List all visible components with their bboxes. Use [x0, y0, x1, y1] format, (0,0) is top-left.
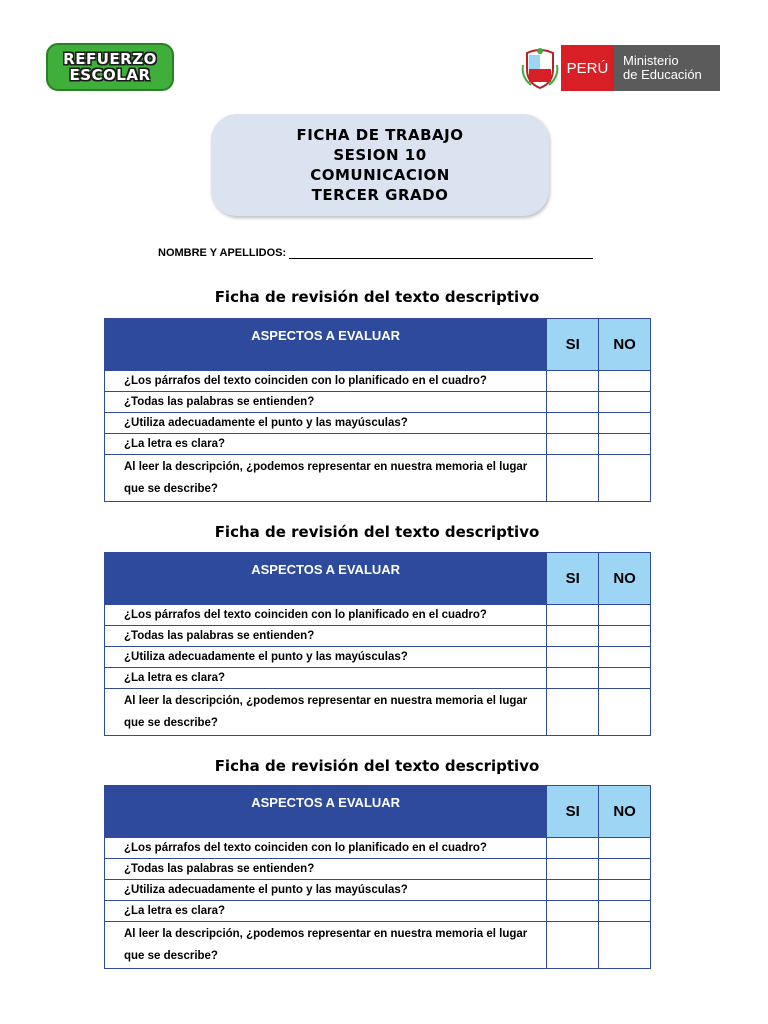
- table-row: [105, 838, 651, 859]
- si-checkbox-cell[interactable]: [547, 838, 599, 859]
- si-header: SI: [547, 319, 599, 371]
- si-checkbox-cell[interactable]: [547, 859, 599, 880]
- criterion: ¿Los párrafos del texto coinciden con lo planificado en el cuadro?: [105, 838, 547, 859]
- logo-line-2: ESCOLAR: [69, 66, 151, 84]
- si-checkbox-cell[interactable]: [547, 689, 599, 736]
- title-line-4: TERCER GRADO: [311, 186, 449, 204]
- table-row: [105, 647, 651, 668]
- name-label: NOMBRE Y APELLIDOS:: [158, 247, 287, 259]
- criterion: ¿La letra es clara?: [105, 668, 547, 689]
- criterion: ¿Utiliza adecuadamente el punto y las mayúsculas?: [105, 413, 547, 434]
- criterion: ¿La letra es clara?: [105, 901, 547, 922]
- no-checkbox-cell[interactable]: [599, 371, 651, 392]
- section-title: Ficha de revisión del texto descriptivo: [214, 288, 540, 306]
- evaluation-table: [104, 785, 651, 969]
- criterion: Al leer la descripción, ¿podemos representar en nuestra memoria el lugar que se describe?: [105, 922, 547, 969]
- si-checkbox-cell[interactable]: [547, 880, 599, 901]
- aspects-header: ASPECTOS A EVALUAR: [105, 553, 547, 605]
- no-checkbox-cell[interactable]: [599, 605, 651, 626]
- ministerio-label: [614, 45, 720, 91]
- table-row: [105, 392, 651, 413]
- refuerzo-escolar-logo: [46, 43, 174, 91]
- section-title: Ficha de revisión del texto descriptivo: [214, 523, 540, 541]
- no-checkbox-cell[interactable]: [599, 922, 651, 969]
- table-row: [105, 668, 651, 689]
- no-checkbox-cell[interactable]: [599, 668, 651, 689]
- criterion: ¿Todas las palabras se entienden?: [105, 626, 547, 647]
- si-header: SI: [547, 786, 599, 838]
- ministerio-line-1: Ministerio: [623, 53, 679, 68]
- table-row: [105, 859, 651, 880]
- table-row: [105, 922, 651, 969]
- criterion: Al leer la descripción, ¿podemos representar en nuestra memoria el lugar que se describe?: [105, 455, 547, 502]
- title-line-1: FICHA DE TRABAJO: [296, 126, 464, 144]
- si-checkbox-cell[interactable]: [547, 392, 599, 413]
- table-row: [105, 901, 651, 922]
- title-line-2: SESION 10: [333, 146, 427, 164]
- si-checkbox-cell[interactable]: [547, 434, 599, 455]
- criterion: ¿Utiliza adecuadamente el punto y las mayúsculas?: [105, 647, 547, 668]
- criterion: ¿La letra es clara?: [105, 434, 547, 455]
- si-checkbox-cell[interactable]: [547, 413, 599, 434]
- criterion: ¿Utiliza adecuadamente el punto y las mayúsculas?: [105, 880, 547, 901]
- no-header: NO: [599, 786, 651, 838]
- title-line-3: COMUNICACION: [310, 166, 450, 184]
- logo-line-1: REFUERZO: [63, 50, 157, 68]
- si-checkbox-cell[interactable]: [547, 647, 599, 668]
- aspects-header: ASPECTOS A EVALUAR: [105, 319, 547, 371]
- no-checkbox-cell[interactable]: [599, 838, 651, 859]
- si-header: SI: [547, 553, 599, 605]
- peru-label: PERÚ: [561, 45, 614, 91]
- table-row: [105, 371, 651, 392]
- criterion: ¿Los párrafos del texto coinciden con lo planificado en el cuadro?: [105, 605, 547, 626]
- si-checkbox-cell[interactable]: [547, 922, 599, 969]
- aspects-header: ASPECTOS A EVALUAR: [105, 786, 547, 838]
- criterion: Al leer la descripción, ¿podemos representar en nuestra memoria el lugar que se describe?: [105, 689, 547, 736]
- si-checkbox-cell[interactable]: [547, 371, 599, 392]
- si-checkbox-cell[interactable]: [547, 901, 599, 922]
- name-blank-line[interactable]: [289, 247, 593, 259]
- no-checkbox-cell[interactable]: [599, 901, 651, 922]
- no-header: NO: [599, 553, 651, 605]
- no-checkbox-cell[interactable]: [599, 413, 651, 434]
- no-checkbox-cell[interactable]: [599, 434, 651, 455]
- no-checkbox-cell[interactable]: [599, 392, 651, 413]
- evaluation-table: [104, 552, 651, 736]
- worksheet-title-box: [211, 114, 549, 216]
- table-row: [105, 626, 651, 647]
- si-checkbox-cell[interactable]: [547, 605, 599, 626]
- no-checkbox-cell[interactable]: [599, 647, 651, 668]
- coat-of-arms-icon: [519, 45, 561, 91]
- no-checkbox-cell[interactable]: [599, 455, 651, 502]
- no-header: NO: [599, 319, 651, 371]
- table-row: [105, 413, 651, 434]
- table-row: [105, 455, 651, 502]
- ministerio-logo: [519, 45, 720, 91]
- name-field: [158, 247, 593, 259]
- table-row: [105, 605, 651, 626]
- no-checkbox-cell[interactable]: [599, 626, 651, 647]
- si-checkbox-cell[interactable]: [547, 626, 599, 647]
- no-checkbox-cell[interactable]: [599, 859, 651, 880]
- criterion: ¿Todas las palabras se entienden?: [105, 392, 547, 413]
- section-title: Ficha de revisión del texto descriptivo: [214, 757, 540, 775]
- table-row: [105, 880, 651, 901]
- no-checkbox-cell[interactable]: [599, 689, 651, 736]
- ministerio-line-2: de Educación: [623, 67, 702, 82]
- no-checkbox-cell[interactable]: [599, 880, 651, 901]
- evaluation-table: [104, 318, 651, 502]
- criterion: ¿Los párrafos del texto coinciden con lo planificado en el cuadro?: [105, 371, 547, 392]
- si-checkbox-cell[interactable]: [547, 455, 599, 502]
- table-row: [105, 689, 651, 736]
- si-checkbox-cell[interactable]: [547, 668, 599, 689]
- table-row: [105, 434, 651, 455]
- criterion: ¿Todas las palabras se entienden?: [105, 859, 547, 880]
